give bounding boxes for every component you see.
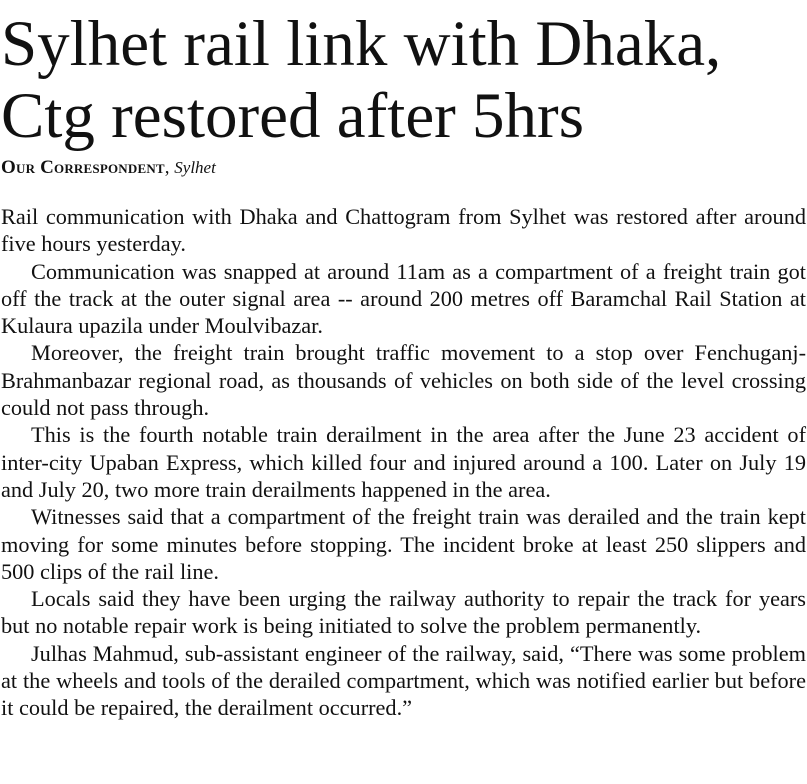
byline-author: Our Correspondent <box>1 157 165 178</box>
paragraph-1: Rail communication with Dhaka and Chattogram from Sylhet was restored after around five hours yesterday. <box>1 204 806 257</box>
paragraph-5: Witnesses said that a compartment of the freight train was derailed and the train kept moving for some minutes before stopping. The incident broke at least 250 slippers and 500 clips of the rail line. <box>1 504 806 584</box>
article-body <box>0 203 807 722</box>
headline-line-2: Ctg restored after 5hrs <box>1 80 585 152</box>
paragraph-2: Communication was snapped at around 11am as a compartment of a freight train got off the track at the outer signal area -- around 200 metres off Baramchal Rail Station at Kulaura upazila under Moulvibazar. <box>1 258 806 339</box>
paragraph-7: Julhas Mahmud, sub-assistant engineer of the railway, said, “There was some problem at the wheels and tools of the derailed compartment, which was notified earlier but before it could be repaired, the derailment occurred.” <box>1 640 806 721</box>
byline-place: Sylhet <box>174 158 216 177</box>
paragraph-3: Moreover, the freight train brought traffic movement to a stop over Fenchuganj-Brahmanbazar regional road, as thousands of vehicles on both side of the level crossing could not pass through. <box>1 340 806 421</box>
paragraph-6: Locals said they have been urging the railway authority to repair the track for years but no notable repair work is being initiated to solve the problem permanently. <box>1 586 806 639</box>
byline-separator: , <box>164 157 175 178</box>
paragraph-4: This is the fourth notable train derailment in the area after the June 23 accident of inter-city Upaban Express, which killed four and injured around a 100. Later on July 19 and July 20, two more train derailments happened in the area. <box>1 422 806 502</box>
byline <box>0 152 807 179</box>
headline-line-1: Sylhet rail link with Dhaka, <box>1 8 722 80</box>
headline <box>0 0 807 152</box>
